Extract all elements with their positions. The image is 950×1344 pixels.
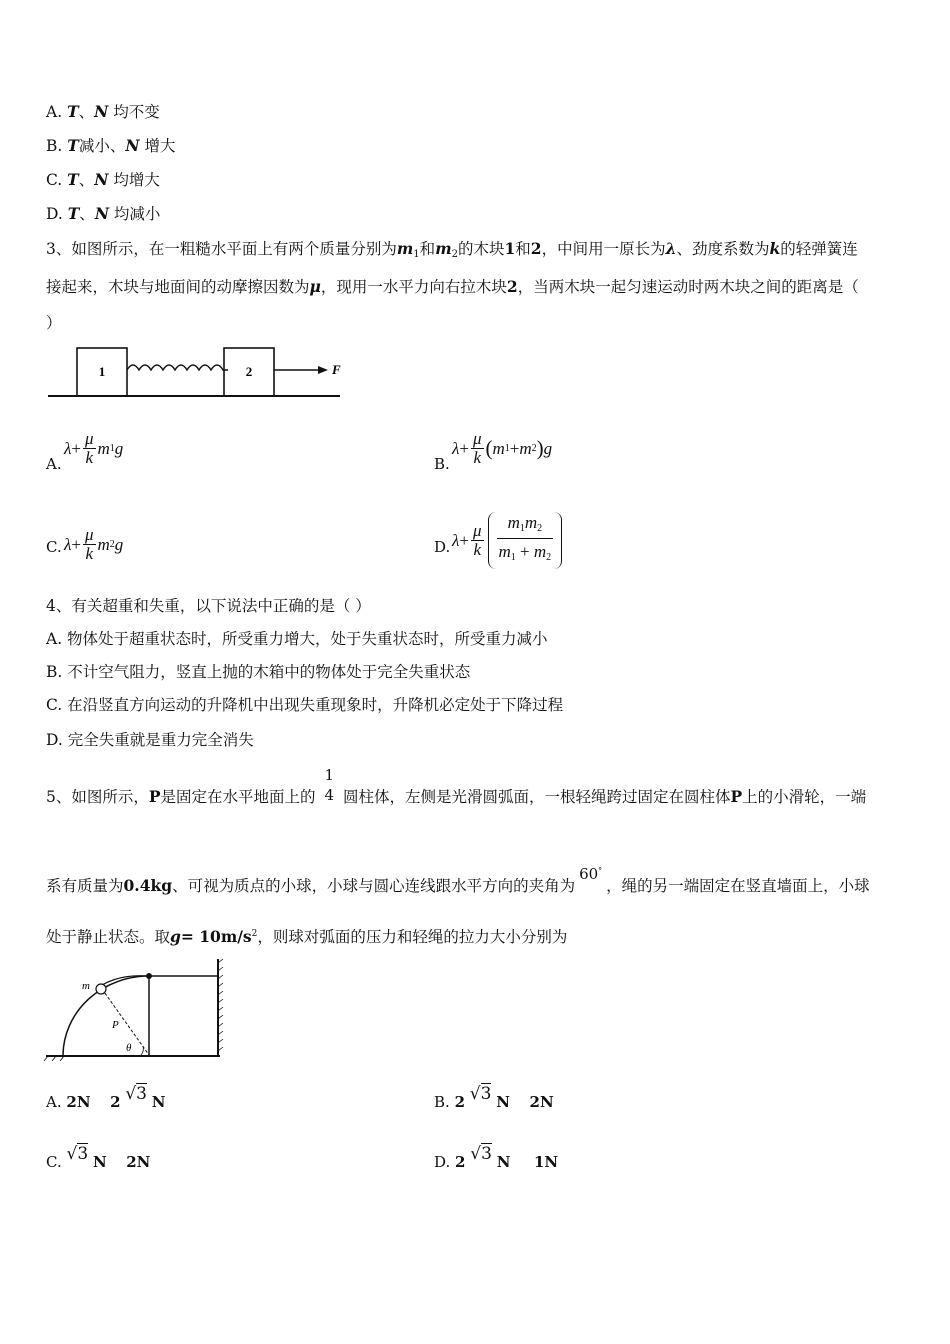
lambda: λ xyxy=(452,438,460,458)
option-text: 均减小 xyxy=(113,205,161,223)
symbol-t: T xyxy=(67,102,79,121)
radicand: 3 xyxy=(77,1144,89,1164)
radicand: 3 xyxy=(480,1084,492,1104)
denominator: k xyxy=(85,544,94,563)
numerator: μ xyxy=(84,429,94,448)
option-text: 增大 xyxy=(144,137,176,155)
fraction xyxy=(471,522,484,559)
subscript: 2 xyxy=(537,523,543,534)
degree-sign: ° xyxy=(598,866,603,875)
gravity: g xyxy=(114,534,124,554)
stem-text: 处于静止状态。取 xyxy=(46,928,171,947)
mass-1: m xyxy=(507,513,520,532)
stem-text: ，中间用一原长为 xyxy=(541,240,666,258)
separator: 、 xyxy=(78,171,95,189)
theta-label: θ xyxy=(126,1042,132,1054)
stem-text: 接起来，木块与地面间的动摩擦因数为 xyxy=(46,278,310,296)
symbol-p: P xyxy=(730,787,743,806)
stem-text: 如图所示， xyxy=(71,788,149,806)
q5-option-b xyxy=(434,1084,554,1112)
q4-option-a: A. 物体处于超重状态时，所受重力增大，处于失重状态时，所受重力减小 xyxy=(46,630,548,648)
ball xyxy=(96,984,106,994)
mass-2: m xyxy=(519,438,532,458)
q5-option-a xyxy=(46,1084,166,1112)
option-label: B. xyxy=(46,137,63,155)
question-number: 5、 xyxy=(46,788,72,806)
subscript: 1 xyxy=(413,249,420,260)
lambda: λ xyxy=(64,534,72,554)
block-1-label: 1 xyxy=(98,364,106,379)
lambda: λ xyxy=(452,530,460,550)
mass-2: m xyxy=(524,513,538,532)
numerator: μ xyxy=(84,525,94,544)
point-p-label: P xyxy=(112,1019,119,1031)
option-label: B. xyxy=(434,1093,450,1111)
subscript: 2 xyxy=(531,443,537,454)
sqrt: √3 xyxy=(125,1084,147,1104)
mass: m xyxy=(97,438,110,458)
denominator: k xyxy=(85,448,94,467)
option-text: 均增大 xyxy=(113,171,160,189)
q5-option-c xyxy=(46,1144,151,1172)
lambda: λ xyxy=(64,438,72,458)
subscript: 2 xyxy=(109,539,115,550)
block-number: 2 xyxy=(506,277,518,296)
stem-text: ，绳的另一端固定在竖直墙面上，小球 xyxy=(606,877,870,895)
q5-figure xyxy=(46,955,226,1065)
angle-arc xyxy=(141,1046,143,1055)
value-1: 2N xyxy=(66,1093,91,1111)
symbol-t: T xyxy=(67,204,80,223)
option-label: C. xyxy=(46,171,63,189)
paren-group xyxy=(488,512,563,569)
symbol-p: P xyxy=(148,787,161,806)
numerator: 1 xyxy=(324,766,335,784)
mass-value: 0.4kg xyxy=(123,876,173,895)
sqrt: √3 xyxy=(470,1144,492,1164)
numerator: μ xyxy=(472,521,482,540)
q3-stem-line1 xyxy=(46,238,858,266)
inner-fraction xyxy=(497,514,554,567)
symbol-k: k xyxy=(769,239,781,258)
mass-1: m xyxy=(498,542,511,561)
g-value: = 10m/s xyxy=(180,927,252,947)
unit: N xyxy=(496,1153,511,1171)
option-label: A. xyxy=(46,1093,62,1111)
left-paren: ( xyxy=(485,436,493,460)
coefficient: 2 xyxy=(110,1093,121,1111)
unit: N xyxy=(151,1093,166,1111)
symbol-m1: m xyxy=(396,239,414,258)
block-number: 1 xyxy=(504,239,516,258)
q3-figure xyxy=(46,340,346,402)
plus: + xyxy=(509,438,520,458)
symbol-t: T xyxy=(67,136,79,155)
mass-label: m xyxy=(82,980,90,992)
sqrt: √3 xyxy=(66,1144,89,1164)
coefficient: 2 xyxy=(454,1093,466,1111)
option-text: 均不变 xyxy=(113,103,160,121)
q5-stem-line3 xyxy=(46,923,567,948)
stem-text: 、劲度系数为 xyxy=(676,240,770,258)
value-2: 2N xyxy=(126,1153,151,1171)
symbol-lambda: λ xyxy=(665,239,677,258)
subscript: 1 xyxy=(519,523,525,534)
denominator: 4 xyxy=(324,786,335,804)
subscript: 1 xyxy=(504,443,510,454)
subscript: 2 xyxy=(451,249,458,260)
q5-option-d xyxy=(434,1144,559,1172)
stem-text: 上的小滑轮，一端 xyxy=(742,788,867,806)
option-label: D. xyxy=(434,1153,451,1171)
q3-option-d-label: D. xyxy=(434,538,451,556)
q3-stem-line3 xyxy=(46,312,62,334)
stem-text: 是固定在水平地面上的 xyxy=(160,788,316,806)
subscript: 1 xyxy=(510,552,516,563)
symbol-m2: m xyxy=(435,239,452,258)
gravity: g xyxy=(114,438,124,458)
separator: 、 xyxy=(78,103,95,121)
angle-value xyxy=(579,865,602,883)
stem-text: 和 xyxy=(419,240,436,258)
separator: 、 xyxy=(79,205,95,223)
q3-option-c-label: C. xyxy=(46,538,62,556)
stem-text: 如图所示，在一粗糙水平面上有两个质量分别为 xyxy=(71,240,397,258)
q3-option-a-label: A. xyxy=(46,455,62,473)
symbol-mu: μ xyxy=(309,277,321,296)
q3-stem-line2 xyxy=(46,276,859,298)
symbol-t: T xyxy=(67,170,79,189)
superscript: 2 xyxy=(251,929,258,939)
inner-denominator xyxy=(497,539,554,567)
radicand: 3 xyxy=(481,1144,492,1164)
symbol-n: N xyxy=(94,102,109,121)
symbol-n: N xyxy=(94,170,109,189)
angle-number: 60 xyxy=(579,865,599,883)
stem-text: 圆柱体，左侧是光滑圆弧面，一根轻绳跨过固定在圆柱体 xyxy=(342,788,731,806)
fraction xyxy=(83,526,96,563)
force-arrow-head xyxy=(318,366,328,374)
plus: + xyxy=(71,438,81,458)
mass-1: m xyxy=(492,438,505,458)
inner-numerator xyxy=(497,514,554,539)
gravity: g xyxy=(543,438,553,458)
q2-option-b xyxy=(46,135,175,157)
stem-text: ，现用一水平力向右拉木块 xyxy=(320,278,507,296)
q4-option-b: B. 不计空气阻力，竖直上抛的木箱中的物体处于完全失重状态 xyxy=(46,663,471,681)
stem-text: 、可视为质点的小球，小球与圆心连线跟水平方向的夹角为 xyxy=(172,877,576,895)
plus: + xyxy=(71,534,81,554)
symbol-n: N xyxy=(125,136,140,155)
rope-on-arc xyxy=(102,976,149,985)
q4-stem: 4、有关超重和失重，以下说法中正确的是（ ） xyxy=(46,597,371,615)
fraction xyxy=(83,430,96,467)
mass: m xyxy=(97,534,110,554)
q4-option-d: D. 完全失重就是重力完全消失 xyxy=(46,731,254,749)
plus: + xyxy=(459,438,469,458)
q5-stem-line1 xyxy=(46,766,867,808)
q3-option-c-formula xyxy=(64,526,123,563)
unit: N xyxy=(92,1153,107,1171)
unit: N xyxy=(496,1093,510,1111)
plus: + xyxy=(520,542,530,561)
symbol-n: N xyxy=(94,204,109,223)
quarter-fraction xyxy=(323,766,337,804)
value-2: 2N xyxy=(529,1093,554,1111)
q4-option-c: C. 在沿竖直方向运动的升降机中出现失重现象时，升降机必定处于下降过程 xyxy=(46,696,564,714)
q3-option-b-label: B. xyxy=(434,455,450,473)
force-label: F xyxy=(332,362,341,377)
radicand: 3 xyxy=(136,1084,147,1104)
q2-option-a xyxy=(46,101,160,123)
q3-option-a-formula xyxy=(64,430,123,467)
q2-option-c xyxy=(46,169,160,191)
stem-text: 和 xyxy=(515,240,531,258)
spring xyxy=(127,365,228,370)
denominator: k xyxy=(473,540,482,559)
option-label: C. xyxy=(46,1153,62,1171)
subscript: 2 xyxy=(546,552,552,563)
value-2: 1N xyxy=(534,1153,559,1171)
numerator: μ xyxy=(472,429,482,448)
plus: + xyxy=(459,530,469,550)
stem-text: 的轻弹簧连 xyxy=(780,240,858,258)
question-number: 3、 xyxy=(46,240,72,258)
stem-text: ，当两木块一起匀速运动时两木块之间的距离是（ xyxy=(517,278,859,296)
fraction xyxy=(471,430,484,467)
right-paren: ) xyxy=(536,436,544,460)
denominator: k xyxy=(473,448,482,467)
coefficient: 2 xyxy=(455,1153,466,1171)
q3-option-d-formula xyxy=(452,512,562,569)
block-number: 2 xyxy=(530,239,542,258)
q5-stem-line2 xyxy=(46,865,870,897)
option-label: D. xyxy=(46,205,63,223)
stem-text: ，则球对弧面的压力和轻绳的拉力大小分别为 xyxy=(257,928,568,947)
stem-text: ） xyxy=(46,314,62,332)
stem-text: 的木块 xyxy=(457,240,505,258)
symbol-g: g xyxy=(170,927,181,947)
block-2-label: 2 xyxy=(245,364,253,379)
sqrt: √3 xyxy=(469,1084,492,1104)
q3-option-b-formula xyxy=(452,430,552,467)
option-text: 减小、 xyxy=(78,137,126,155)
pulley xyxy=(146,973,152,979)
mass-2: m xyxy=(533,542,547,561)
stem-text: 系有质量为 xyxy=(46,877,124,895)
option-label: A. xyxy=(46,103,63,121)
q2-option-d xyxy=(46,203,160,225)
subscript: 1 xyxy=(109,443,115,454)
